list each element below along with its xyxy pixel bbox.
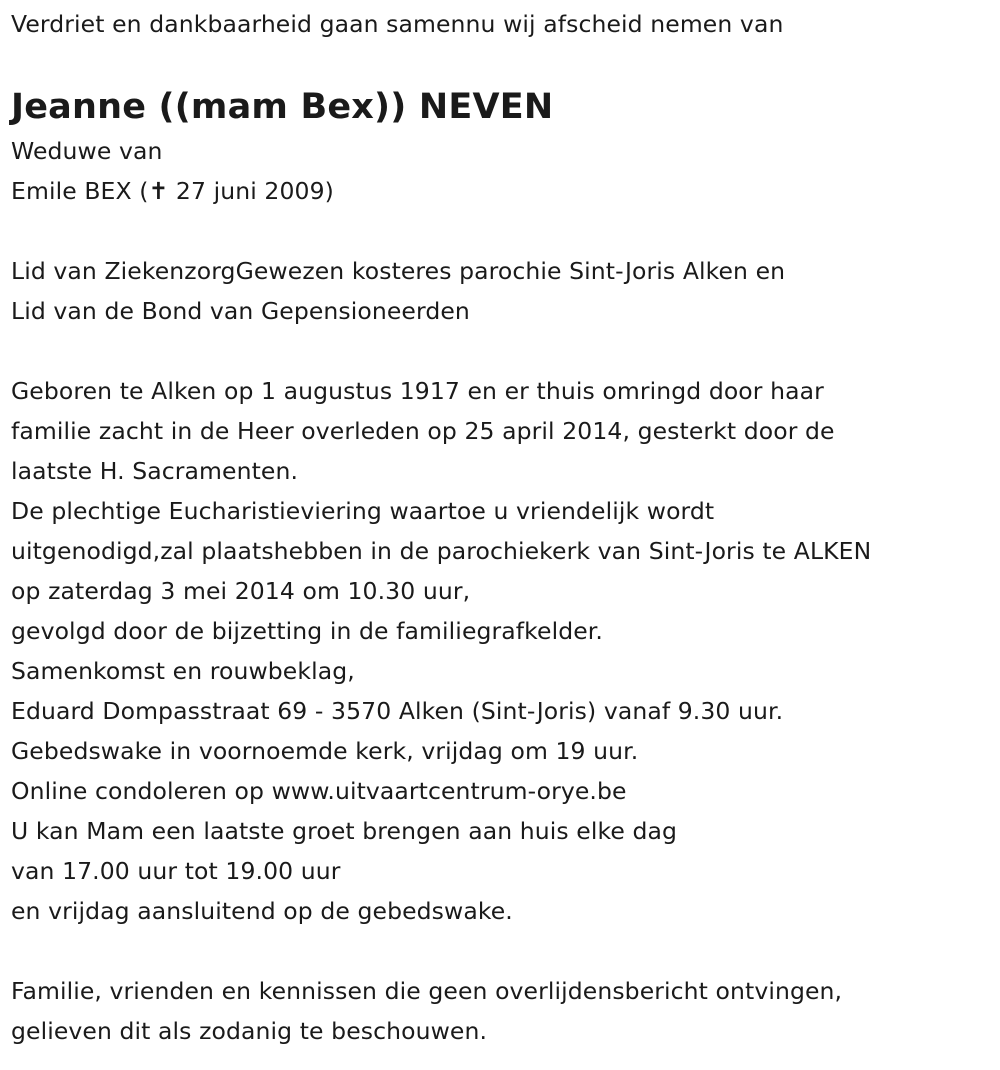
- intro-text: Verdriet en dankbaarheid gaan samennu wij afscheid nemen van: [11, 10, 784, 38]
- widow-label: Weduwe van: [11, 137, 163, 165]
- closing-line: gelieven dit als zodanig te beschouwen.: [11, 1017, 488, 1045]
- detail-line: van 17.00 uur tot 19.00 uur: [11, 857, 341, 885]
- detail-line: Online condoleren op www.uitvaartcentrum-orye.be: [11, 777, 627, 805]
- spacer: [11, 931, 986, 971]
- detail-line: en vrijdag aansluitend op de gebedswake.: [11, 897, 513, 925]
- memberships-block: [11, 251, 986, 331]
- detail-line: De plechtige Eucharistieviering waartoe u vriendelijk wordt: [11, 497, 715, 525]
- membership-line: Lid van ZiekenzorgGewezen kosteres parochie Sint-Joris Alken en: [11, 257, 786, 285]
- detail-line: uitgenodigd,zal plaatshebben in de parochiekerk van Sint-Joris te ALKEN: [11, 537, 872, 565]
- details-block: [11, 371, 986, 931]
- closing-line: Familie, vrienden en kennissen die geen overlijdensbericht ontvingen,: [11, 977, 843, 1005]
- spacer: [11, 211, 986, 251]
- spouse-line: Emile BEX (✝ 27 juni 2009): [11, 171, 986, 211]
- detail-line: U kan Mam een laatste groet brengen aan huis elke dag: [11, 817, 678, 845]
- detail-line: Geboren te Alken op 1 augustus 1917 en er thuis omringd door haar: [11, 377, 824, 405]
- deceased-name: Jeanne ((mam Bex)) NEVEN: [11, 87, 554, 127]
- detail-line: Gebedswake in voornoemde kerk, vrijdag om 19 uur.: [11, 737, 639, 765]
- detail-line: Samenkomst en rouwbeklag,: [11, 657, 355, 685]
- membership-line: Lid van de Bond van Gepensioneerden: [11, 297, 470, 325]
- cross-icon: ✝: [148, 177, 169, 205]
- spacer: [11, 331, 986, 371]
- death-notice: [11, 0, 986, 1051]
- detail-line: laatste H. Sacramenten.: [11, 457, 299, 485]
- detail-line: familie zacht in de Heer overleden op 25 april 2014, gesterkt door de: [11, 417, 835, 445]
- detail-line: Eduard Dompasstraat 69 - 3570 Alken (Sint-Joris) vanaf 9.30 uur.: [11, 697, 784, 725]
- detail-line: gevolgd door de bijzetting in de familiegrafkelder.: [11, 617, 603, 645]
- closing-block: [11, 971, 986, 1051]
- spouse-death-date: 27 juni 2009: [175, 177, 325, 205]
- detail-line: op zaterdag 3 mei 2014 om 10.30 uur,: [11, 577, 471, 605]
- spouse-name: Emile BEX: [11, 177, 132, 205]
